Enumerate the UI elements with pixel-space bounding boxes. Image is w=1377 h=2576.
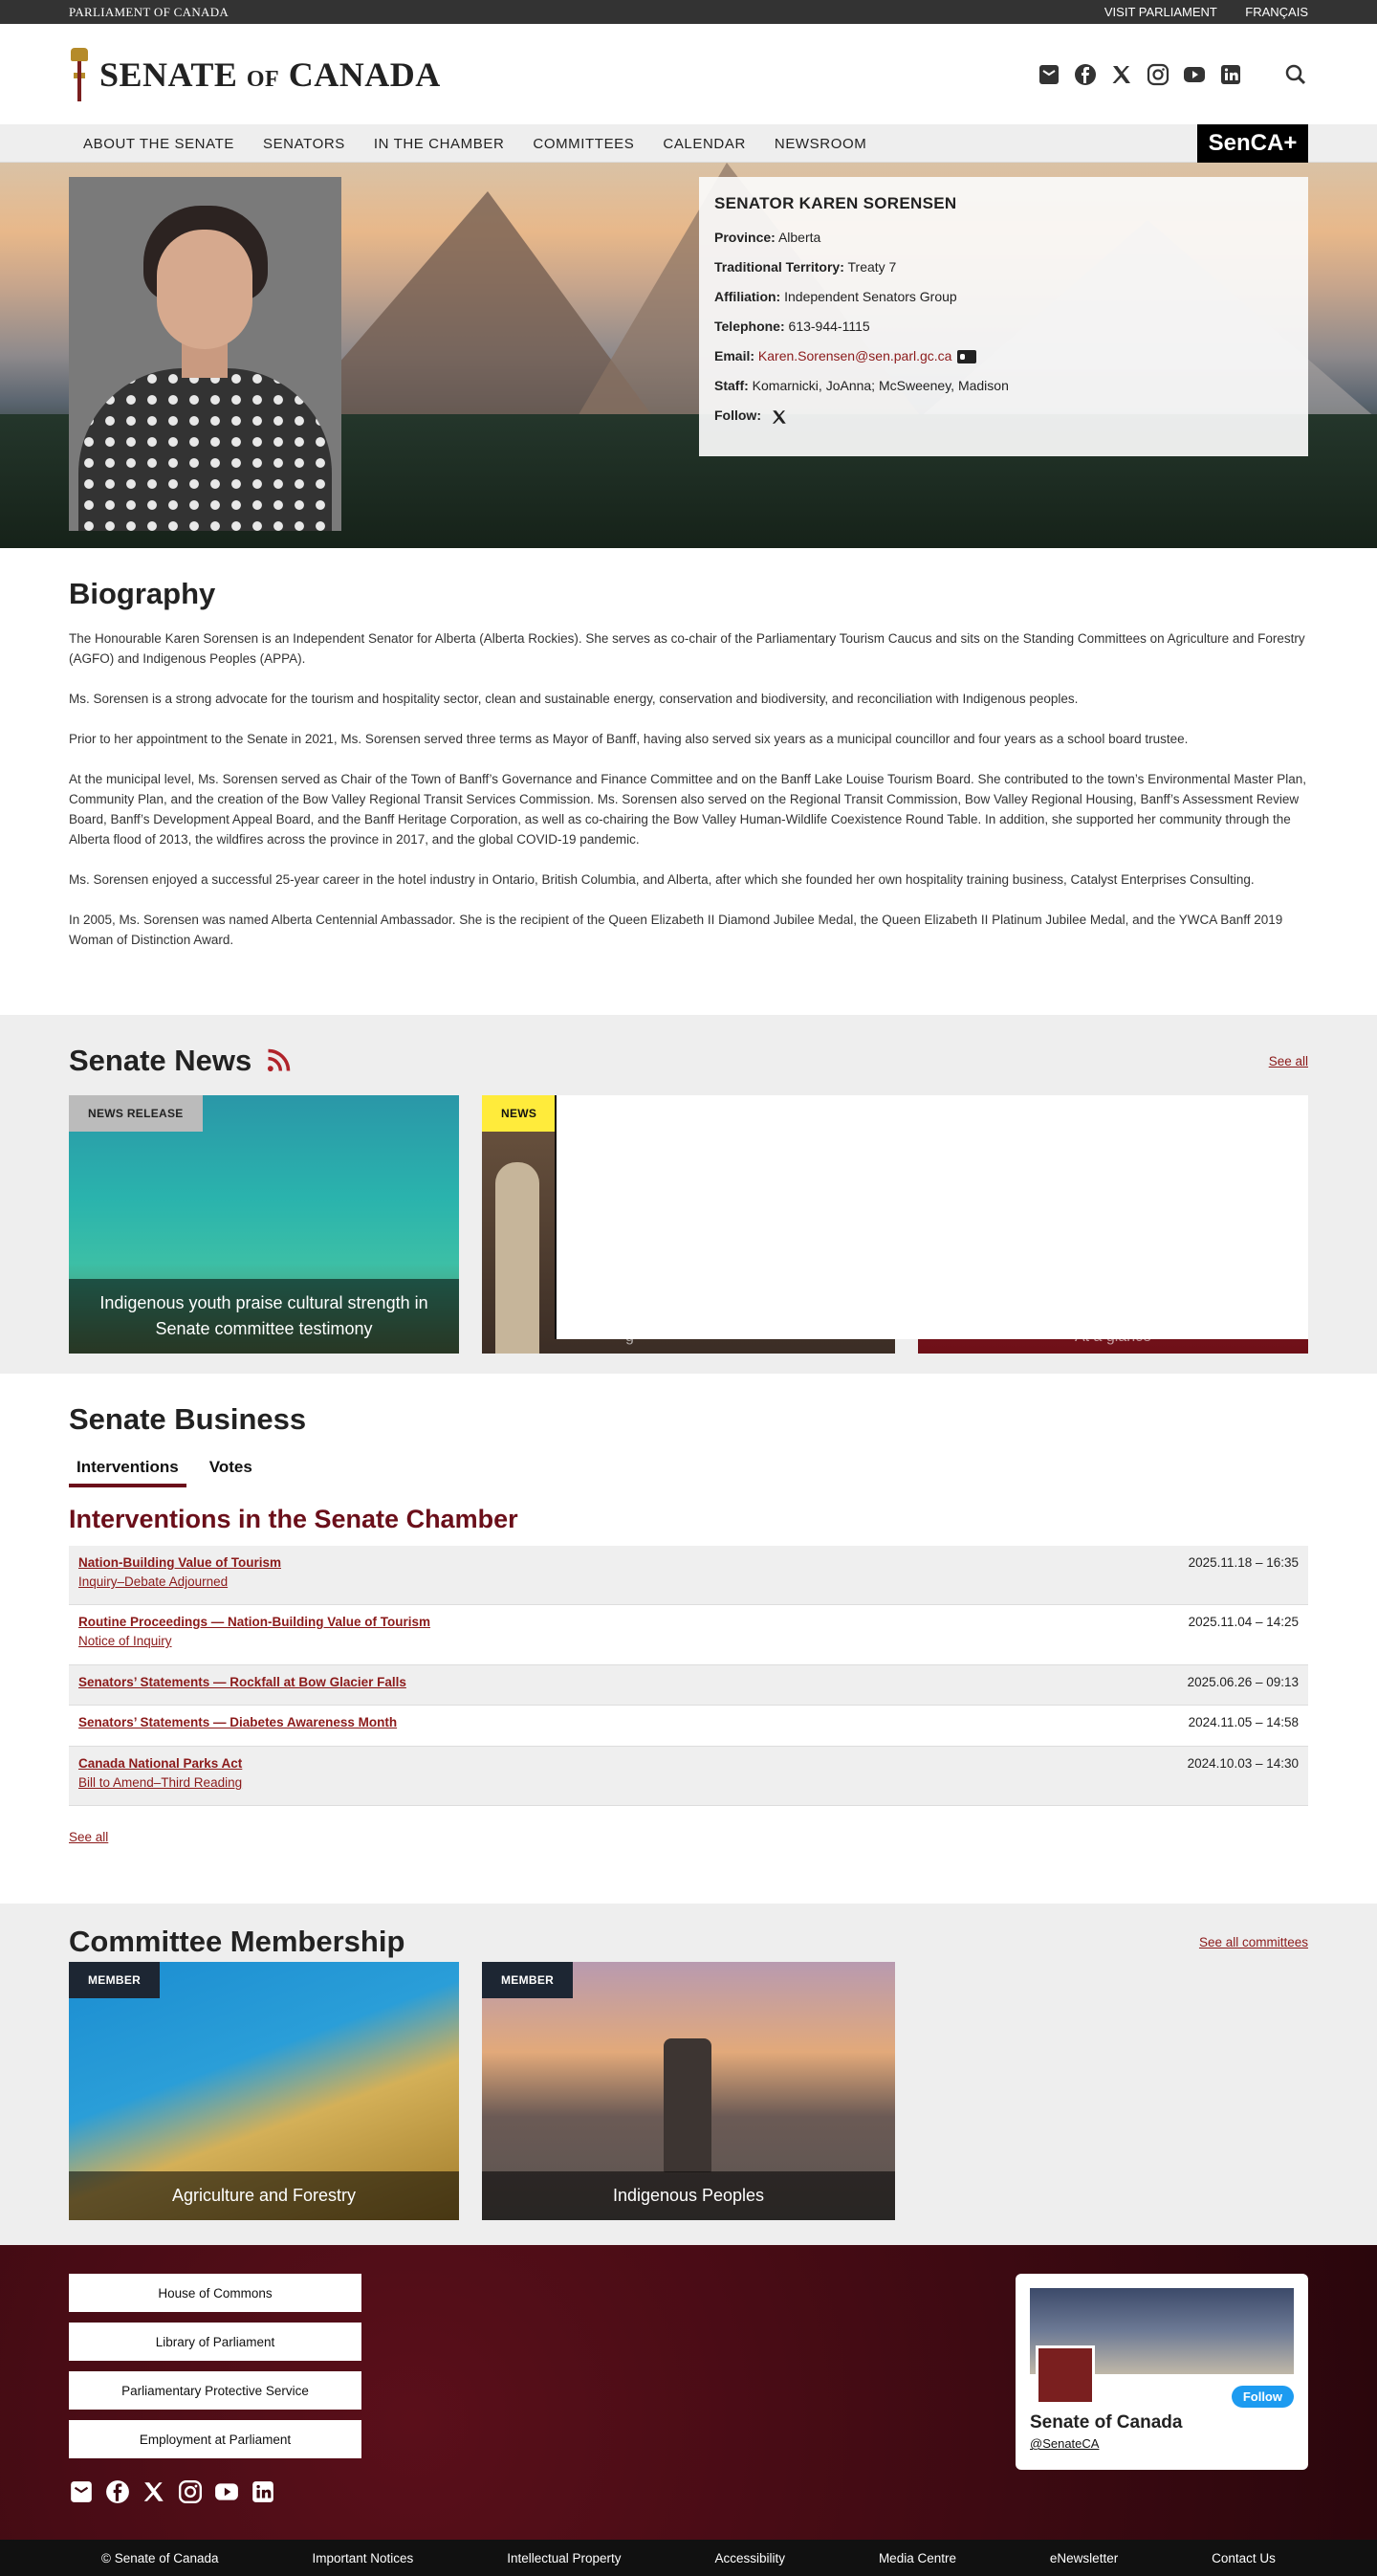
- intervention-date: 2025.06.26 – 09:13: [1187, 1675, 1299, 1689]
- linkedin-icon[interactable]: [1218, 62, 1243, 87]
- intervention-date: 2024.10.03 – 14:30: [1187, 1756, 1299, 1771]
- language-toggle-link[interactable]: FRANÇAIS: [1245, 5, 1308, 19]
- interventions-list: [69, 1546, 1308, 1806]
- intervention-row: [69, 1546, 1308, 1605]
- tab-interventions[interactable]: Interventions: [69, 1458, 186, 1487]
- intervention-row: [69, 1747, 1308, 1806]
- facebook-icon[interactable]: [1073, 62, 1098, 87]
- instagram-icon[interactable]: [178, 2479, 203, 2509]
- twitter-avatar: [1036, 2345, 1095, 2405]
- footer-link-library[interactable]: Library of Parliament: [69, 2323, 361, 2361]
- committee-card-name: Agriculture and Forestry: [69, 2171, 459, 2220]
- news-card[interactable]: [69, 1095, 459, 1354]
- email-icon[interactable]: [1037, 62, 1061, 87]
- biography-title: Biography: [69, 577, 216, 610]
- province-row: Province: Alberta: [714, 230, 821, 245]
- intervention-title-link[interactable]: Nation-Building Value of Tourism: [78, 1555, 281, 1570]
- senate-news-title: Senate News: [69, 1044, 252, 1077]
- news-card-caption: Indigenous youth praise cultural strength in Senate committee testimony: [69, 1279, 459, 1354]
- nav-in-the-chamber[interactable]: IN THE CHAMBER: [373, 135, 505, 152]
- site-footer: [0, 2245, 1377, 2540]
- interventions-heading: Interventions in the Senate Chamber: [69, 1505, 518, 1533]
- enewsletter-link[interactable]: eNewsletter: [1049, 2550, 1119, 2565]
- senate-business-section: [0, 1374, 1377, 1904]
- search-icon[interactable]: [1283, 62, 1308, 87]
- nav-newsroom[interactable]: NEWSROOM: [774, 135, 867, 152]
- senca-plus-button[interactable]: SenCA+: [1197, 124, 1308, 163]
- accessibility-link[interactable]: Accessibility: [714, 2550, 785, 2565]
- instagram-icon[interactable]: [1146, 62, 1170, 87]
- linkedin-icon[interactable]: [251, 2479, 275, 2509]
- footer-link-protective-service[interactable]: Parliamentary Protective Service: [69, 2371, 361, 2410]
- bottom-bar: [0, 2540, 1377, 2576]
- header-social-links: [1037, 62, 1308, 87]
- footer-link-house-of-commons[interactable]: House of Commons: [69, 2274, 361, 2312]
- intervention-date: 2024.11.05 – 14:58: [1188, 1715, 1299, 1729]
- committee-membership-title: Committee Membership: [69, 1925, 405, 1958]
- visit-parliament-link[interactable]: VISIT PARLIAMENT: [1104, 5, 1217, 19]
- intervention-title-link[interactable]: Canada National Parks Act: [78, 1756, 243, 1771]
- intervention-sub-link[interactable]: Inquiry–Debate Adjourned: [78, 1574, 229, 1589]
- intervention-date: 2025.11.18 – 16:35: [1188, 1555, 1299, 1570]
- vcard-icon[interactable]: [957, 350, 976, 363]
- senate-business-title: Senate Business: [69, 1402, 307, 1436]
- member-tag: MEMBER: [69, 1962, 160, 1998]
- intervention-sub-link[interactable]: Notice of Inquiry: [78, 1634, 172, 1648]
- x-twitter-icon[interactable]: [771, 408, 790, 426]
- tab-votes[interactable]: Votes: [208, 1458, 252, 1476]
- member-tag: MEMBER: [482, 1962, 573, 1998]
- see-all-committees-link[interactable]: See all committees: [1198, 1934, 1308, 1949]
- news-card-tag: NEWS RELEASE: [69, 1095, 203, 1132]
- staff-row: Staff: Komarnicki, JoAnna; McSweeney, Madison: [714, 378, 1009, 394]
- footer-links: [69, 2274, 361, 2469]
- intervention-title-link[interactable]: Senators’ Statements — Diabetes Awareness Month: [78, 1715, 398, 1729]
- email-icon[interactable]: [69, 2479, 94, 2509]
- senate-logo[interactable]: [69, 48, 441, 101]
- parliament-brand-link[interactable]: PARLIAMENT OF CANADA: [69, 4, 230, 19]
- senator-email-link[interactable]: Karen.Sorensen@sen.parl.gc.ca: [757, 348, 952, 363]
- copyright-link[interactable]: © Senate of Canada: [101, 2550, 219, 2565]
- senate-news-section: [0, 1015, 1377, 1374]
- contact-us-link[interactable]: Contact Us: [1212, 2550, 1276, 2565]
- twitter-handle-link[interactable]: @SenateCA: [1030, 2436, 1100, 2451]
- twitter-follow-button[interactable]: Follow: [1232, 2386, 1294, 2408]
- intervention-title-link[interactable]: Routine Proceedings — Nation-Building Value of Tourism: [78, 1615, 431, 1629]
- intervention-row: [69, 1665, 1308, 1706]
- senator-name: SENATOR KAREN SORENSEN: [714, 194, 957, 212]
- nav-calendar[interactable]: CALENDAR: [663, 135, 746, 152]
- x-twitter-icon[interactable]: [142, 2479, 166, 2509]
- important-notices-link[interactable]: Important Notices: [312, 2550, 414, 2565]
- intervention-date: 2025.11.04 – 14:25: [1188, 1615, 1299, 1629]
- committee-membership-section: [0, 1904, 1377, 2245]
- twitter-banner-image: [1030, 2288, 1294, 2374]
- mace-icon: [69, 48, 90, 101]
- site-header: [0, 24, 1377, 124]
- twitter-account-name: Senate of Canada: [1030, 2412, 1183, 2433]
- biography-paragraph: The Honourable Karen Sorensen is an Independent Senator for Alberta (Alberta Rockies). She serves as co-chair of the Parliamentary Tourism Caucus and sits on the Standing Committees on Agriculture and Forestry (AGFO) and Indigenous Peoples (APPA).: [69, 631, 1305, 666]
- interventions-see-all-link[interactable]: See all: [69, 1830, 109, 1844]
- logo-text: SENATE OF CANADA: [99, 55, 441, 94]
- biography-paragraph: At the municipal level, Ms. Sorensen served as Chair of the Town of Banff’s Governance and Finance Committee and on the Banff Lake Louise Tourism Board. She contributed to the town’s Environmental Master Plan, Community Plan, and the creation of the Bow Valley Regional Transit Services Commission. Ms. Sorensen also served on the Regional Transit Commission, Bow Valley Regional Housing, Banff’s Assessment Review Board, Banff’s Development Appeal Board, and the Banff Heritage Corporation, as well as co-chairing the Bow Valley Human-Wildlife Coexistence Round Table. In addition, she supported her community through the Alberta flood of 2013, the wildfires across the province in 2017, and the global COVID-19 pandemic.: [69, 772, 1306, 847]
- twitter-profile-card[interactable]: [1016, 2274, 1308, 2470]
- intervention-row: [69, 1605, 1308, 1665]
- committee-card-name: Indigenous Peoples: [482, 2171, 895, 2220]
- committee-card-indigenous[interactable]: [482, 1962, 895, 2220]
- rss-feed-icon[interactable]: [265, 1047, 292, 1074]
- loading-overlay-panel: [555, 1095, 1308, 1339]
- email-row: Email: Karen.Sorensen@sen.parl.gc.ca: [714, 348, 1293, 363]
- biography-paragraph: Ms. Sorensen enjoyed a successful 25-year career in the hotel industry in Ontario, British Columbia, and Alberta, after which she founded her own hospitality training business, Catalyst Enterprises Consulting.: [69, 872, 1255, 887]
- nav-committees[interactable]: COMMITTEES: [533, 135, 635, 152]
- biography-section: [0, 548, 1377, 1015]
- senator-info-box: [699, 177, 1308, 456]
- senator-hero: [0, 163, 1377, 548]
- main-navigation: [0, 124, 1377, 163]
- business-tabs: [69, 1458, 1308, 1487]
- follow-row: Follow:: [714, 407, 1293, 425]
- facebook-icon[interactable]: [105, 2479, 130, 2509]
- biography-paragraph: Prior to her appointment to the Senate in 2021, Ms. Sorensen served three terms as Mayor of Banff, having also served six years as a municipal councillor and four years as a school board trustee.: [69, 732, 1189, 746]
- territory-row: Traditional Territory: Treaty 7: [714, 259, 897, 275]
- media-centre-link[interactable]: Media Centre: [878, 2550, 956, 2565]
- youtube-icon[interactable]: [214, 2479, 239, 2509]
- x-twitter-icon[interactable]: [1109, 62, 1134, 87]
- nav-senators[interactable]: SENATORS: [262, 135, 345, 152]
- telephone-row: Telephone: 613-944-1115: [714, 319, 870, 334]
- news-see-all-link[interactable]: See all: [1268, 1053, 1308, 1068]
- youtube-icon[interactable]: [1182, 62, 1207, 87]
- biography-paragraph: Ms. Sorensen is a strong advocate for the tourism and hospitality sector, clean and sustainable energy, conservation and biodiversity, and reconciliation with Indigenous peoples.: [69, 692, 1079, 706]
- parliament-topbar: [0, 0, 1377, 24]
- intervention-row: [69, 1706, 1308, 1747]
- committee-card-agriculture[interactable]: [69, 1962, 459, 2220]
- footer-link-employment[interactable]: Employment at Parliament: [69, 2420, 361, 2458]
- nav-about-senate[interactable]: ABOUT THE SENATE: [83, 135, 234, 152]
- intervention-sub-link[interactable]: Bill to Amend–Third Reading: [78, 1775, 243, 1790]
- footer-social-links: [69, 2479, 275, 2509]
- biography-paragraph: In 2005, Ms. Sorensen was named Alberta Centennial Ambassador. She is the recipient of the Queen Elizabeth II Diamond Jubilee Medal, the Queen Elizabeth II Platinum Jubilee Medal, and the YWCA Banff 2019 Woman of Distinction Award.: [69, 913, 1283, 947]
- intellectual-property-link[interactable]: Intellectual Property: [507, 2550, 622, 2565]
- affiliation-row: Affiliation: Independent Senators Group: [714, 289, 957, 304]
- news-card-tag: NEWS: [482, 1095, 556, 1132]
- intervention-title-link[interactable]: Senators’ Statements — Rockfall at Bow Glacier Falls: [78, 1675, 406, 1689]
- senator-portrait: [69, 177, 341, 531]
